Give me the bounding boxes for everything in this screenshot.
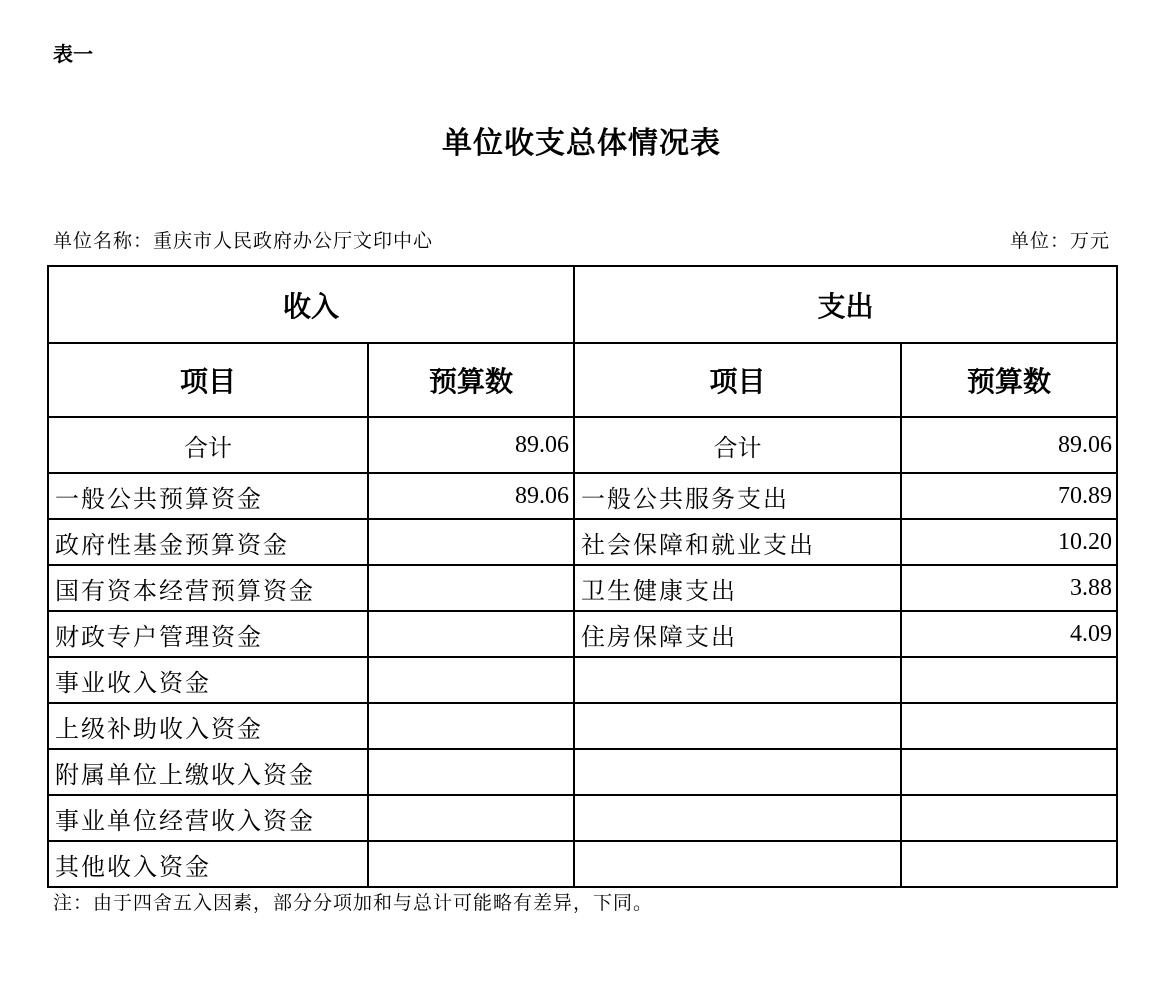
expense-item-cell xyxy=(574,657,901,703)
expense-item-cell: 社会保障和就业支出 xyxy=(574,519,901,565)
income-item-cell: 一般公共预算资金 xyxy=(48,473,368,519)
income-item-cell: 附属单位上缴收入资金 xyxy=(48,749,368,795)
expense-item-cell xyxy=(574,749,901,795)
expense-value-cell xyxy=(901,657,1117,703)
expense-value-cell: 3.88 xyxy=(901,565,1117,611)
page-title: 单位收支总体情况表 xyxy=(442,126,721,161)
expense-value-cell: 10.20 xyxy=(901,519,1117,565)
income-value-cell xyxy=(368,519,574,565)
income-header: 收入 xyxy=(48,266,574,343)
column-header-row xyxy=(48,343,1117,417)
expense-total-label: 合计 xyxy=(574,417,901,473)
income-value-cell xyxy=(368,795,574,841)
table-row xyxy=(48,703,1117,749)
income-value-cell xyxy=(368,611,574,657)
unit-label: 单位：万元 xyxy=(1009,230,1110,252)
expense-item-cell: 一般公共服务支出 xyxy=(574,473,901,519)
income-value-cell: 89.06 xyxy=(368,473,574,519)
table-row xyxy=(48,749,1117,795)
income-item-header: 项目 xyxy=(48,343,368,417)
table-row xyxy=(48,657,1117,703)
income-value-cell xyxy=(368,749,574,795)
table-row xyxy=(48,611,1117,657)
table-label: 表一 xyxy=(53,42,93,66)
expense-value-cell xyxy=(901,841,1117,887)
expense-total-value: 89.06 xyxy=(901,417,1117,473)
income-item-cell: 其他收入资金 xyxy=(48,841,368,887)
expense-value-cell xyxy=(901,795,1117,841)
income-item-cell: 上级补助收入资金 xyxy=(48,703,368,749)
expense-value-cell xyxy=(901,703,1117,749)
section-header-row xyxy=(48,266,1117,343)
unit-name: 单位名称：重庆市人民政府办公厅文印中心 xyxy=(53,230,434,252)
budget-table xyxy=(47,265,1118,888)
table-row xyxy=(48,795,1117,841)
income-item-cell: 财政专户管理资金 xyxy=(48,611,368,657)
table-row xyxy=(48,841,1117,887)
income-value-cell xyxy=(368,565,574,611)
table-row xyxy=(48,565,1117,611)
expense-value-cell: 70.89 xyxy=(901,473,1117,519)
expense-item-cell xyxy=(574,841,901,887)
expense-item-cell xyxy=(574,795,901,841)
table-row xyxy=(48,519,1117,565)
income-item-cell: 政府性基金预算资金 xyxy=(48,519,368,565)
expense-value-cell: 4.09 xyxy=(901,611,1117,657)
income-total-value: 89.06 xyxy=(368,417,574,473)
footnote: 注：由于四舍五入因素，部分分项加和与总计可能略有差异，下同。 xyxy=(53,892,654,914)
income-value-cell xyxy=(368,657,574,703)
expense-item-cell: 住房保障支出 xyxy=(574,611,901,657)
expense-item-header: 项目 xyxy=(574,343,901,417)
income-item-cell: 事业收入资金 xyxy=(48,657,368,703)
income-total-label: 合计 xyxy=(48,417,368,473)
table-row xyxy=(48,473,1117,519)
expense-value-cell xyxy=(901,749,1117,795)
income-item-cell: 国有资本经营预算资金 xyxy=(48,565,368,611)
expense-budget-header: 预算数 xyxy=(901,343,1117,417)
income-value-cell xyxy=(368,703,574,749)
income-budget-header: 预算数 xyxy=(368,343,574,417)
income-item-cell: 事业单位经营收入资金 xyxy=(48,795,368,841)
expense-header: 支出 xyxy=(574,266,1117,343)
expense-item-cell xyxy=(574,703,901,749)
total-row xyxy=(48,417,1117,473)
expense-item-cell: 卫生健康支出 xyxy=(574,565,901,611)
income-value-cell xyxy=(368,841,574,887)
